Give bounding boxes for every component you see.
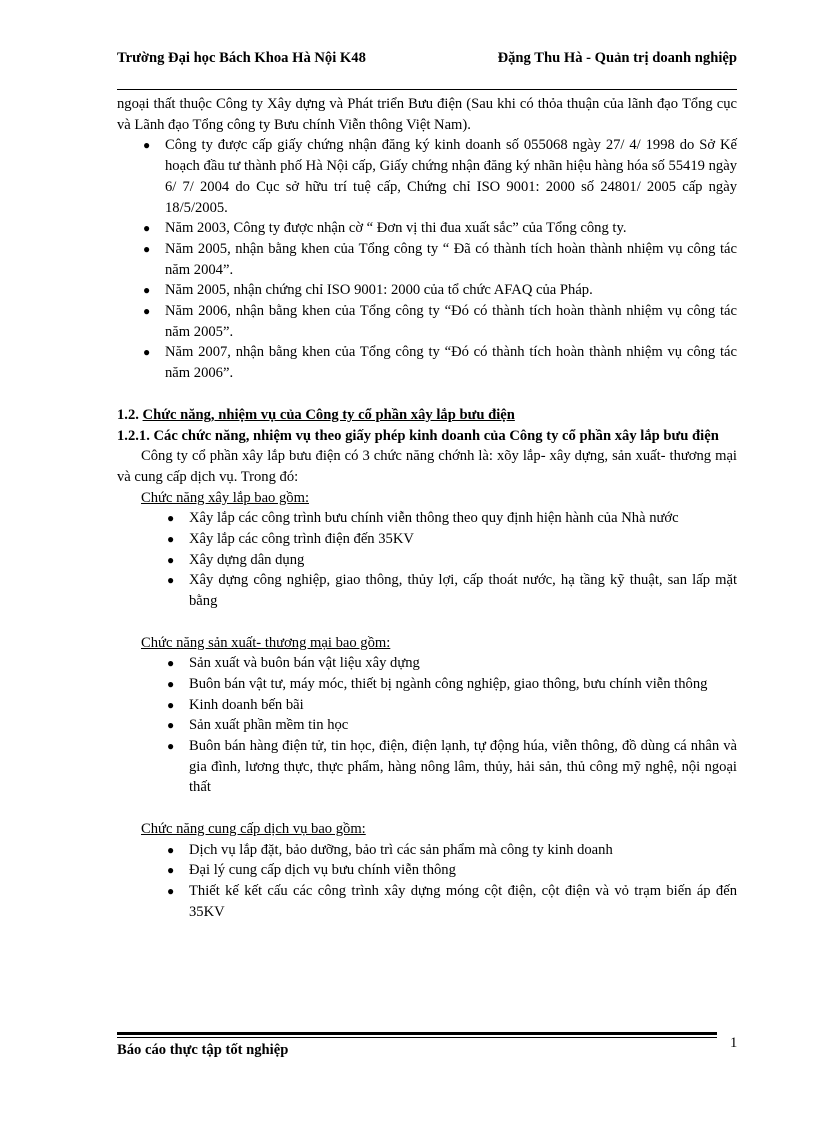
list-item <box>167 653 737 674</box>
list-item-text: Năm 2003, Công ty được nhận cờ “ Đơn vị thi đua xuất sắc” của Tổng công ty. <box>165 220 627 237</box>
construction-list <box>117 508 737 612</box>
list-item <box>167 715 737 736</box>
list-item-text: Sản xuất phần mềm tin học <box>189 717 349 734</box>
list-item-text: Xây lắp các công trình bưu chính viễn thông theo quy định hiện hành của Nhà nước <box>189 510 679 527</box>
services-list <box>117 840 737 923</box>
bullet-icon: ● <box>167 842 175 857</box>
footer-rule-thin <box>117 1037 717 1038</box>
bullet-icon: ● <box>167 697 175 712</box>
section-heading-1-2 <box>117 405 737 426</box>
list-item-text: Sản xuất và buôn bán vật liệu xây dựng <box>189 655 420 672</box>
list-item <box>167 570 737 611</box>
list-item-text: Năm 2005, nhận bằng khen của Tổng công ty “ Đã có thành tích hoàn thành nhiệm vụ công tác năm 2004”. <box>165 240 737 278</box>
list-item-text: Dịch vụ lắp đặt, bảo dưỡng, bảo trì các sản phẩm mà công ty kinh doanh <box>189 841 613 858</box>
list-item <box>167 840 737 861</box>
list-item <box>167 550 737 571</box>
bullet-icon: ● <box>167 863 175 878</box>
list-item-text: Năm 2006, nhận bằng khen của Tổng công ty “Đó có thành tích hoàn thành nhiệm vụ công tác năm 2005”. <box>165 303 737 340</box>
list-item-text: Xây lắp các công trình điện đến 35KV <box>189 531 414 548</box>
section-heading-1-2-1: 1.2.1. Các chức năng, nhiệm vụ theo giấy phép kinh doanh của Công ty cổ phần xây lắp bưu điện <box>117 427 719 444</box>
list-item <box>143 280 737 301</box>
list-item <box>167 529 737 550</box>
bullet-icon: ● <box>143 138 151 153</box>
footer-title: Báo cáo thực tập tốt nghiệp <box>117 1042 289 1058</box>
list-item <box>143 218 737 239</box>
document-body <box>117 94 737 922</box>
list-item-text: Năm 2007, nhận bằng khen của Tổng công ty “Đó có thành tích hoàn thành nhiệm vụ công tác năm 2006”. <box>165 344 737 382</box>
list-item <box>167 674 737 695</box>
bullet-icon: ● <box>167 739 175 754</box>
list-item <box>143 239 737 280</box>
list-item-text: Năm 2005, nhận chứng chỉ ISO 9001: 2000 của tổ chức AFAQ của Pháp. <box>165 282 593 299</box>
bullet-icon: ● <box>167 883 175 898</box>
list-item <box>167 508 737 529</box>
list-item <box>167 860 737 881</box>
bullet-icon: ● <box>143 221 151 236</box>
header-university: Trường Đại học Bách Khoa Hà Nội K48 <box>117 50 366 66</box>
functions-intro: Công ty cổ phần xây lắp bưu điện có 3 chức năng chớnh là: xõy lắp- xây dựng, sản xuất- thương mại và cung cấp dịch vụ. Trong đó: <box>117 448 737 485</box>
list-item <box>167 736 737 798</box>
bullet-icon: ● <box>143 345 151 360</box>
intro-paragraph: ngoại thất thuộc Công ty Xây dựng và Phát triển Bưu điện (Sau khi có thỏa thuận của lãnh đạo Tổng cục và Lãnh đạo Tổng công ty Bưu chính Viễn thông Việt Nam). <box>117 96 737 133</box>
list-item <box>167 695 737 716</box>
production-list <box>117 653 737 798</box>
bullet-icon: ● <box>167 532 175 547</box>
list-item-text: Xây dựng công nghiệp, giao thông, thủy lợi, cấp thoát nước, hạ tầng kỹ thuật, san lấp mặt bằng <box>189 572 737 610</box>
bullet-icon: ● <box>167 552 175 567</box>
section-title: Chức năng, nhiệm vụ của Công ty cổ phần xây lắp bưu điện <box>142 406 515 423</box>
footer-rule <box>117 1032 717 1035</box>
page-number: 1 <box>730 1035 738 1051</box>
bullet-icon: ● <box>167 656 175 671</box>
header-rule <box>117 89 737 90</box>
spacer <box>117 612 737 633</box>
achievements-list <box>117 135 737 383</box>
list-item-text: Đại lý cung cấp dịch vụ bưu chính viễn thông <box>189 862 456 879</box>
construction-label: Chức năng xây lắp bao gồm: <box>141 489 309 506</box>
list-item <box>143 342 737 383</box>
header-author: Đặng Thu Hà - Quản trị doanh nghiệp <box>497 50 737 66</box>
spacer <box>117 798 737 819</box>
list-item-text: Buôn bán hàng điện tử, tin học, điện, điện lạnh, tự động húa, viễn thông, đồ dùng cá nhân và gia đình, lương thực, thực phẩm, hàng nông lâm, thủy, hải sản, thủ công mỹ nghệ, nội ngoại thất <box>189 738 737 796</box>
bullet-icon: ● <box>167 573 175 588</box>
bullet-icon: ● <box>167 676 175 691</box>
bullet-icon: ● <box>143 241 151 256</box>
bullet-icon: ● <box>143 304 151 319</box>
list-item-text: Kinh doanh bến bãi <box>189 696 304 713</box>
list-item-text: Thiết kế kết cấu các công trình xây dựng móng cột điện, cột điện và vỏ trạm biến áp đến 35KV <box>189 882 737 920</box>
list-item <box>167 881 737 922</box>
list-item-text: Buôn bán vật tư, máy móc, thiết bị ngành công nghiệp, giao thông, bưu chính viễn thông <box>189 675 708 692</box>
list-item-text: Xây dựng dân dụng <box>189 551 305 568</box>
services-label: Chức năng cung cấp dịch vụ bao gồm: <box>141 820 366 837</box>
section-number: 1.2. <box>117 406 139 423</box>
production-label: Chức năng sản xuất- thương mại bao gồm: <box>141 634 391 651</box>
list-item-text: Công ty được cấp giấy chứng nhận đăng ký kinh doanh số 055068 ngày 27/ 4/ 1998 do Sở Kế hoạch đầu tư thành phố Hà Nội cấp, Giấy chứng nhận đăng ký nhãn hiệu hàng hóa số 55419 ngày 6/ 7/ 2004 do Cục sở hữu trí tuệ cấp, Chứng chỉ ISO 9001: 2000 số 24801/ 2005 cấp ngày 18/5/2005. <box>165 137 737 216</box>
bullet-icon: ● <box>143 283 151 298</box>
list-item <box>143 135 737 218</box>
bullet-icon: ● <box>167 511 175 526</box>
list-item <box>143 301 737 342</box>
bullet-icon: ● <box>167 718 175 733</box>
